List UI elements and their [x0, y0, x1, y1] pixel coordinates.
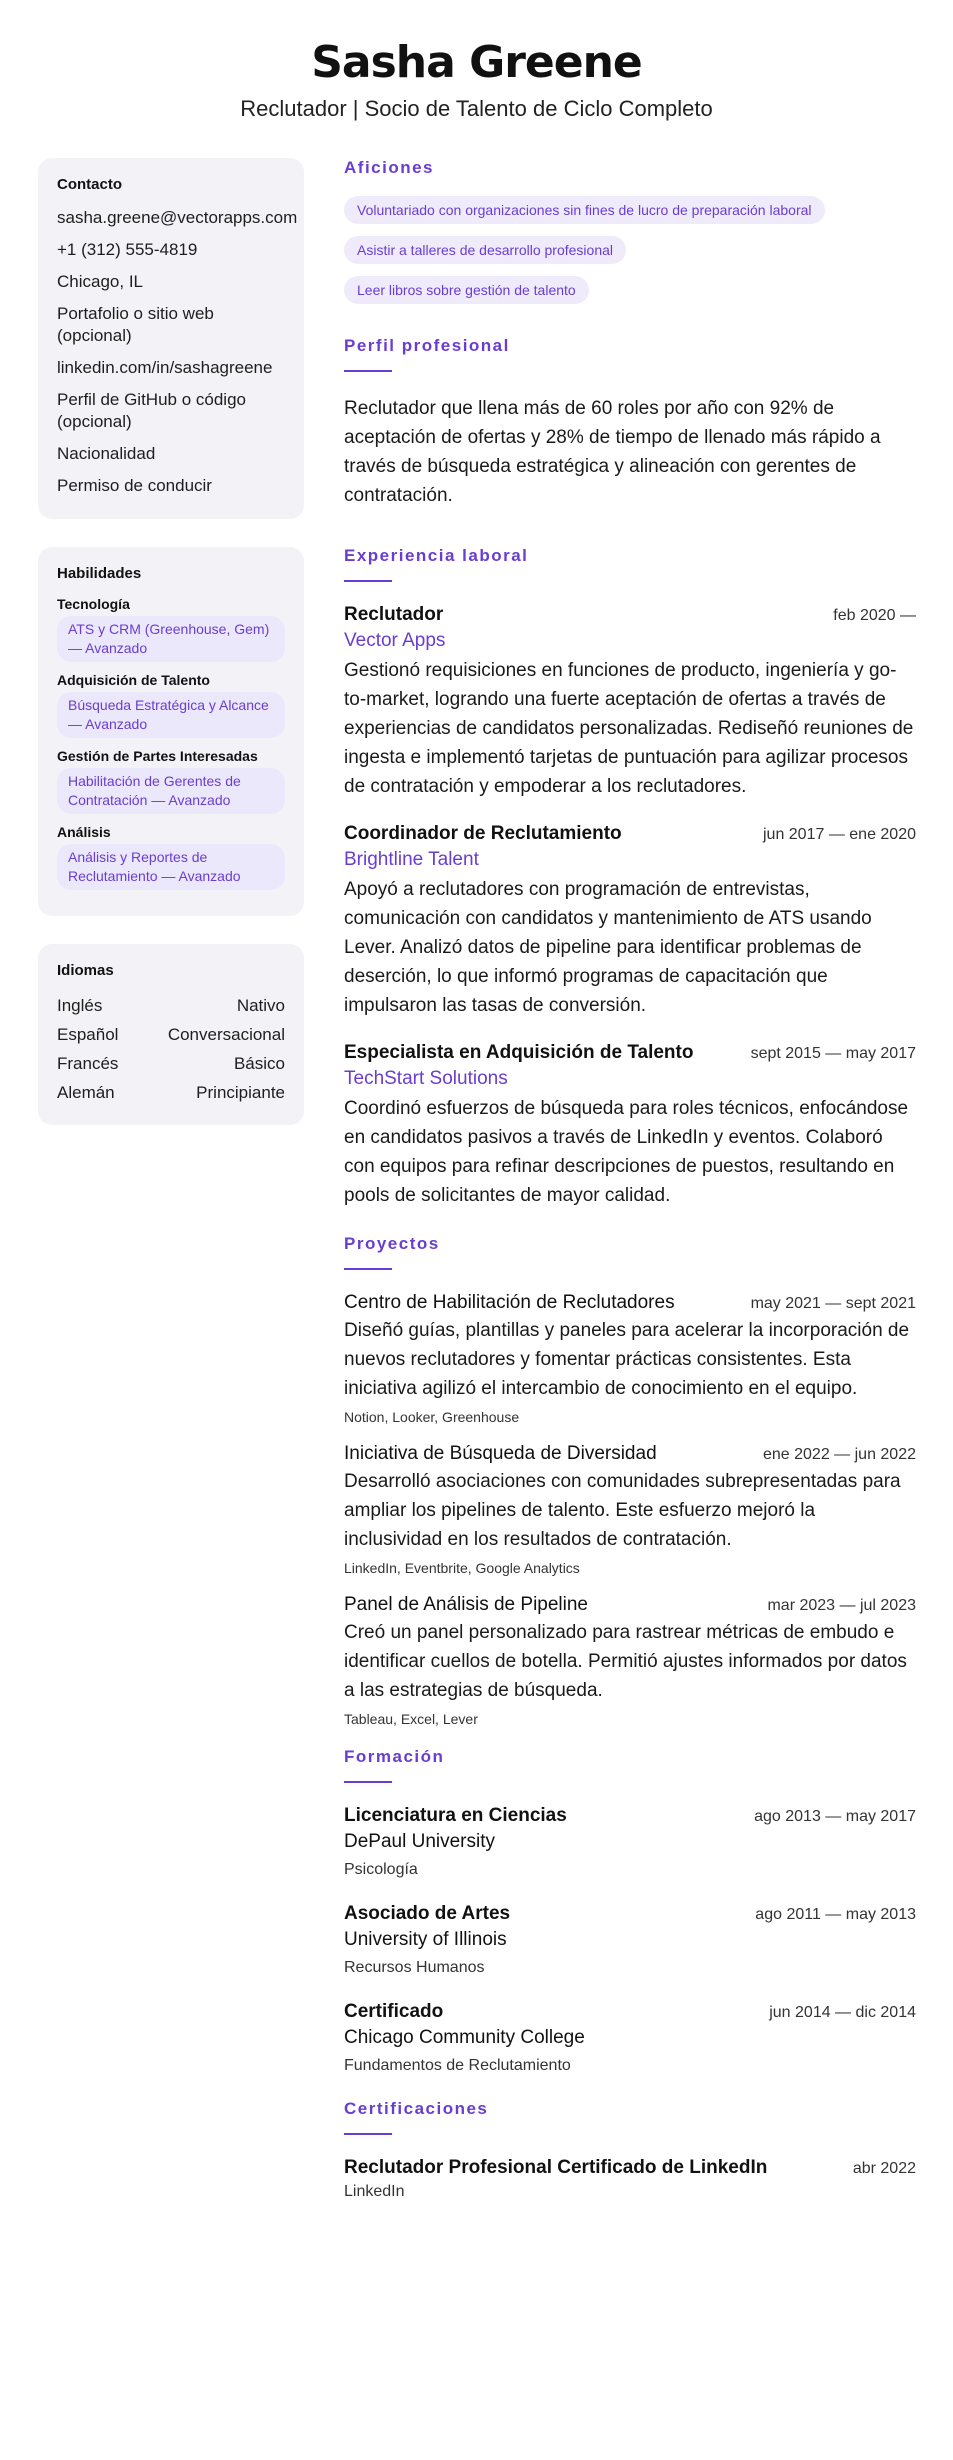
skill-category: Tecnología — [57, 596, 130, 612]
project-entry — [344, 1594, 916, 1727]
job-description: Gestionó requisiciones en funciones de producto, ingeniería y go-to-market, logrando una fuerte aceptación de ofertas a través de experiencias de candidatos personalizadas. Rediseñó reuniones de ingesta e implementó tarjetas de puntuación para agilizar procesos de contratación y empoderar a los reclutadores. — [344, 660, 914, 797]
resume-header — [0, 34, 953, 122]
section-divider — [344, 1781, 392, 1783]
section-divider — [344, 580, 392, 582]
skills-title: Habilidades — [57, 565, 142, 582]
school-name: DePaul University — [344, 1831, 495, 1852]
education-date: ago 2013 — may 2017 — [754, 1808, 916, 1825]
project-date: mar 2023 — jul 2023 — [767, 1597, 916, 1614]
project-date: may 2021 — sept 2021 — [750, 1295, 916, 1312]
job-company: Brightline Talent — [344, 849, 479, 870]
project-date: ene 2022 — jun 2022 — [762, 1446, 916, 1463]
contact-github[interactable]: Perfil de GitHub o código (opcional) — [57, 390, 246, 431]
certification-issuer: LinkedIn — [344, 2183, 405, 2200]
project-entry — [344, 1292, 916, 1425]
certifications-title: Certificaciones — [344, 2099, 489, 2118]
degree-name: Asociado de Artes — [344, 1903, 511, 1924]
language-row — [57, 1082, 285, 1104]
language-name: Español — [57, 1025, 119, 1044]
job-date: sept 2015 — may 2017 — [750, 1045, 916, 1062]
certification-date: abr 2022 — [852, 2160, 916, 2177]
education-date: jun 2014 — dic 2014 — [769, 2004, 916, 2021]
main-column — [344, 158, 916, 2223]
hobby-pill: Voluntariado con organizaciones sin fines de lucro de preparación laboral — [344, 196, 825, 224]
education-entry — [344, 1805, 916, 1879]
degree-name: Certificado — [344, 2001, 444, 2022]
skill-pill: ATS y CRM (Greenhouse, Gem) — Avanzado — [57, 616, 285, 662]
field-of-study: Psicología — [344, 1861, 418, 1878]
experience-entry — [344, 823, 916, 1020]
skill-pill: Análisis y Reportes de Reclutamiento — Avanzado — [57, 844, 285, 890]
languages-card — [38, 944, 304, 1125]
job-role: Especialista en Adquisición de Talento — [344, 1042, 694, 1063]
skill-category: Adquisición de Talento — [57, 672, 210, 688]
education-title: Formación — [344, 1747, 445, 1766]
job-description: Coordinó esfuerzos de búsqueda para roles técnicos, enfocándose en candidatos pasivos a través de LinkedIn y eventos. Colaboró con equipos para refinar descripciones de puestos, resultando en pools de solicitantes de mayor calidad. — [344, 1098, 909, 1206]
project-entry — [344, 1443, 916, 1576]
section-divider — [344, 2133, 392, 2135]
profile-title: Perfil profesional — [344, 336, 510, 355]
project-tools: Notion, Looker, Greenhouse — [344, 1409, 520, 1425]
education-section — [344, 1747, 916, 2075]
skills-card — [38, 547, 304, 916]
hobbies-section — [344, 158, 916, 316]
skill-category: Análisis — [57, 824, 111, 840]
job-company: TechStart Solutions — [344, 1068, 508, 1089]
skill-pill: Búsqueda Estratégica y Alcance — Avanzado — [57, 692, 285, 738]
contact-location: Chicago, IL — [57, 272, 143, 291]
skill-pill: Habilitación de Gerentes de Contratación — Avanzado — [57, 768, 285, 814]
contact-portfolio[interactable]: Portafolio o sitio web (opcional) — [57, 304, 214, 345]
project-tools: Tableau, Excel, Lever — [344, 1711, 478, 1727]
language-level: Nativo — [236, 996, 285, 1015]
projects-section — [344, 1234, 916, 1727]
language-level: Conversacional — [167, 1025, 285, 1044]
contact-nationality: Nacionalidad — [57, 444, 156, 463]
candidate-name: Sasha Greene — [311, 37, 642, 88]
school-name: Chicago Community College — [344, 2027, 585, 2048]
school-name: University of Illinois — [344, 1929, 507, 1950]
language-level: Básico — [233, 1054, 285, 1073]
contact-email[interactable]: sasha.greene@vectorapps.com — [57, 208, 298, 227]
hobby-pill: Asistir a talleres de desarrollo profesional — [344, 236, 626, 264]
field-of-study: Recursos Humanos — [344, 1959, 485, 1976]
sidebar — [38, 158, 304, 1153]
language-row — [57, 995, 285, 1017]
field-of-study: Fundamentos de Reclutamiento — [344, 2057, 571, 2074]
contact-title: Contacto — [57, 176, 122, 193]
language-name: Alemán — [57, 1083, 115, 1102]
degree-name: Licenciatura en Ciencias — [344, 1805, 567, 1826]
experience-entry — [344, 1042, 916, 1210]
section-divider — [344, 1268, 392, 1270]
project-tools: LinkedIn, Eventbrite, Google Analytics — [344, 1560, 580, 1576]
language-level: Principiante — [196, 1083, 285, 1102]
project-description: Diseñó guías, plantillas y paneles para acelerar la incorporación de nuevos reclutadores y fomentar prácticas consistentes. Esta iniciativa agilizó el intercambio de conocimiento en el equipo. — [344, 1320, 910, 1399]
certification-name: Reclutador Profesional Certificado de LinkedIn — [344, 2157, 768, 2178]
language-row — [57, 1024, 285, 1046]
job-description: Apoyó a reclutadores con programación de entrevistas, comunicación con candidatos y mantenimiento de ATS usando Lever. Analizó datos de pipeline para identificar problemas de deserción, lo que informó programas de capacitación que impulsaron las tasas de conversión. — [344, 879, 872, 1016]
contact-phone[interactable]: +1 (312) 555-4819 — [57, 240, 198, 259]
project-name: Iniciativa de Búsqueda de Diversidad — [344, 1443, 657, 1464]
job-role: Coordinador de Reclutamiento — [344, 823, 622, 844]
language-row — [57, 1053, 285, 1075]
project-name: Panel de Análisis de Pipeline — [344, 1594, 589, 1615]
education-entry — [344, 2001, 916, 2075]
education-entry — [344, 1903, 916, 1977]
candidate-subtitle: Reclutador | Socio de Talento de Ciclo Completo — [240, 96, 713, 121]
job-company: Vector Apps — [344, 630, 446, 651]
hobby-pill: Leer libros sobre gestión de talento — [344, 276, 589, 304]
language-name: Francés — [57, 1054, 119, 1073]
contact-card — [38, 158, 304, 519]
contact-license: Permiso de conducir — [57, 476, 212, 495]
project-name: Centro de Habilitación de Reclutadores — [344, 1292, 675, 1313]
section-divider — [344, 370, 392, 372]
experience-entry — [344, 604, 916, 801]
hobbies-title: Aficiones — [344, 158, 435, 177]
language-name: Inglés — [57, 996, 103, 1015]
skill-category: Gestión de Partes Interesadas — [57, 748, 258, 764]
experience-title: Experiencia laboral — [344, 546, 529, 565]
profile-summary: Reclutador que llena más de 60 roles por año con 92% de aceptación de ofertas y 28% de tiempo de llenado más rápido a través de búsqueda estratégica y alineación con gerentes de contratación. — [344, 398, 881, 506]
education-date: ago 2011 — may 2013 — [755, 1906, 916, 1923]
job-role: Reclutador — [344, 604, 444, 625]
contact-linkedin[interactable]: linkedin.com/in/sashagreene — [57, 358, 273, 377]
projects-title: Proyectos — [344, 1234, 440, 1253]
certifications-section — [344, 2099, 916, 2201]
project-description: Creó un panel personalizado para rastrear métricas de embudo e identificar cuellos de botella. Permitió ajustes informados por datos a las estrategias de búsqueda. — [344, 1622, 907, 1701]
certification-entry — [344, 2157, 916, 2201]
profile-section — [344, 336, 916, 510]
experience-section — [344, 546, 916, 1210]
project-description: Desarrolló asociaciones con comunidades subrepresentadas para ampliar los pipelines de talento. Este esfuerzo mejoró la inclusividad en los resultados de contratación. — [344, 1471, 901, 1550]
job-date: feb 2020 — — [833, 607, 916, 624]
job-date: jun 2017 — ene 2020 — [762, 826, 916, 843]
languages-title: Idiomas — [57, 962, 114, 979]
